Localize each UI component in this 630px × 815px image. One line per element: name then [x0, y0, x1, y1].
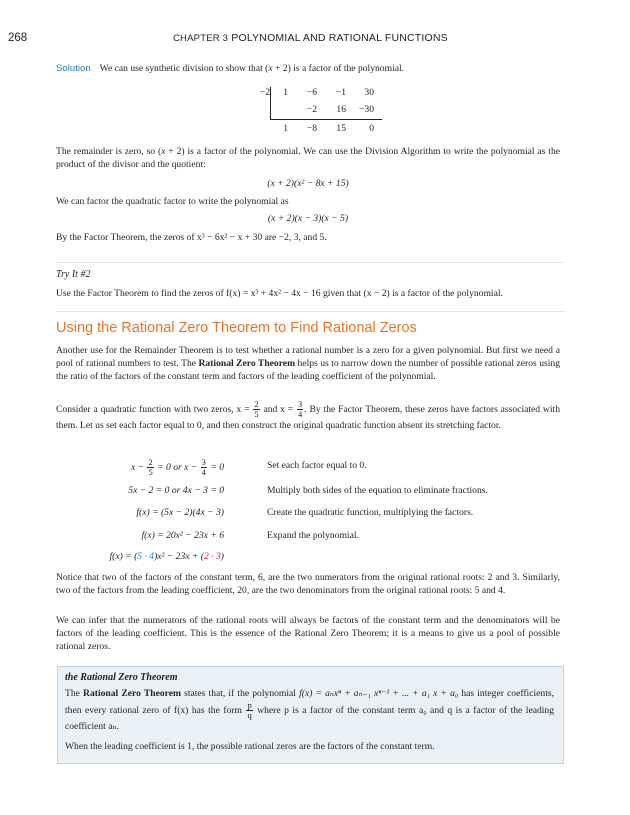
- quad-text-b: and x =: [260, 404, 297, 416]
- quad-text-a: Consider a quadratic function with two zeros, x =: [56, 404, 253, 416]
- section-title: Using the Rational Zero Theorem to Find Rational Zeros: [56, 320, 417, 336]
- remainder-var: x: [161, 146, 166, 157]
- blue-product: 5 · 4: [137, 551, 155, 562]
- theorem-bold-term: Rational Zero Theorem: [83, 688, 181, 699]
- remainder-paragraph: [56, 146, 560, 172]
- synthetic-division: [256, 87, 376, 137]
- factor-quadratic-paragraph: We can factor the quadratic factor to write the polynomial as: [56, 196, 289, 207]
- solution-label: Solution: [56, 63, 91, 74]
- equation-product: (x + 2)(x² − 8x + 15): [267, 178, 349, 189]
- synth-r3c2: −8: [306, 123, 317, 134]
- solution-intro: [56, 63, 560, 76]
- theorem-note: When the leading coefficient is 1, the possible rational zeros are the factors of the constant term.: [65, 741, 435, 752]
- try-it-box: [56, 262, 566, 312]
- solution-text-a: We can use synthetic division to show that (: [99, 63, 269, 74]
- step4-left: f(x) = 20x² − 23x + 6: [141, 530, 224, 541]
- fraction-p-q: $\frac{p}{q}$: [247, 699, 252, 721]
- remainder-text-a: The remainder is zero, so (: [56, 146, 162, 157]
- red-product: 2 · 3: [204, 551, 221, 562]
- zeros-paragraph: By the Factor Theorem, the zeros of x³ − 6x² − x + 30 are −2, 3, and 5.: [56, 232, 327, 243]
- remainder-text-c: + 2) is a factor of the polynomial. We can use the Division Algorithm to write the polynomial as the product of the divisor and the quotient:: [56, 146, 561, 170]
- theorem-title: the Rational Zero Theorem: [65, 672, 178, 683]
- synth-r2c3: 16: [336, 104, 346, 115]
- synth-r3c1: 1: [283, 123, 288, 134]
- synth-r3c3: 15: [336, 123, 346, 134]
- try-it-text: Use the Factor Theorem to find the zeros of f(x) = x³ + 4x² − 4x − 16 given that (x − 2) is a factor of the polynomial.: [56, 288, 503, 299]
- synth-r1c3: −1: [335, 87, 346, 98]
- chapter-title-text: POLYNOMIAL AND RATIONAL FUNCTIONS: [231, 32, 448, 44]
- synth-r1c4: 30: [364, 87, 374, 98]
- step3-right: Create the quadratic function, multiplying the factors.: [267, 507, 474, 518]
- synth-horizontal-line: [270, 119, 382, 120]
- synth-r3c4: 0: [369, 123, 374, 134]
- intro-bold-term: Rational Zero Theorem: [198, 357, 296, 369]
- intro-text-a: Another use for the Remainder Theorem is to test whether a rational number is a zero for a given polynomial. But first we need a pool of rational numbers to test. The: [56, 345, 560, 369]
- intro-paragraph: [56, 345, 560, 384]
- step5-left: f(x) = (5 · 4)x² − 23x + (2 · 3): [109, 551, 224, 562]
- synth-r1c1: 1: [283, 87, 288, 98]
- synth-r2c2: −2: [306, 104, 317, 115]
- step1-right: Set each factor equal to 0.: [267, 460, 367, 471]
- synth-divisor: −2: [259, 87, 270, 98]
- equation-factored: (x + 2)(x − 3)(x − 5): [267, 213, 349, 224]
- intro-text-b: helps us to narrow down the number of possible rational zeros using the ratio of the factors of the constant term and factors of the leading coefficient of the polynomial.: [56, 357, 561, 382]
- chapter-title: [173, 31, 448, 46]
- synth-r1c2: −6: [306, 87, 317, 98]
- theorem-statement: The Rational Zero Theorem states that, if the polynomial f(x) = aₙxⁿ + aₙ₋₁ xⁿ⁻¹ + ... + a₁ x + a₀ has integer coefficients, then every rational zero of f(x) has the form $\frac{p}{q}$ where p is a factor of the constant term a₀ and q is a factor of the leading coefficient aₙ.: [65, 688, 555, 732]
- quadratic-paragraph: [56, 400, 560, 433]
- solution-text-b: + 2) is a factor of the polynomial.: [272, 63, 405, 74]
- synth-r2c4: −30: [358, 104, 374, 115]
- step2-left: 5x − 2 = 0 or 4x − 3 = 0: [128, 485, 224, 496]
- notice-paragraph: Notice that two of the factors of the constant term, 6, are the two numerators from the original rational roots: 2 and 3. Similarly, two of the factors from the leading coefficient, 20, are the two denominators from the original rational roots: 5 and 4.: [56, 572, 560, 596]
- fraction-3-4: $\frac{3}{4}$: [298, 399, 303, 420]
- page-number: 268: [8, 32, 28, 44]
- step4-right: Expand the polynomial.: [267, 530, 359, 541]
- step2-right: Multiply both sides of the equation to eliminate fractions.: [267, 485, 488, 496]
- chapter-label: CHAPTER 3: [173, 33, 229, 44]
- step1-left: x − $\frac{2}{5}$ = 0 or x − $\frac{3}{4}$ = 0: [130, 457, 224, 478]
- solution-var: x: [268, 63, 273, 74]
- try-it-title: Try It #2: [56, 269, 91, 280]
- step3-left: f(x) = (5x − 2)(4x − 3): [136, 507, 224, 518]
- infer-paragraph: We can infer that the numerators of the rational roots will always be factors of the constant term and the denominators will be factors of the leading coefficient. This is the essence of the Rational Zero Theorem; it is a means to give us a pool of possible rational zeros.: [56, 615, 560, 652]
- fraction-2-5: $\frac{2}{5}$: [254, 399, 259, 420]
- theorem-formula: f(x) = aₙxⁿ + aₙ₋₁ xⁿ⁻¹ + ... + a₁ x + a₀: [299, 688, 459, 699]
- quad-text-c: . By the Factor Theorem, these zeros have factors associated with them. Let us set each factor equal to 0, and then construct the original quadratic function absent its stretching factor.: [56, 404, 560, 431]
